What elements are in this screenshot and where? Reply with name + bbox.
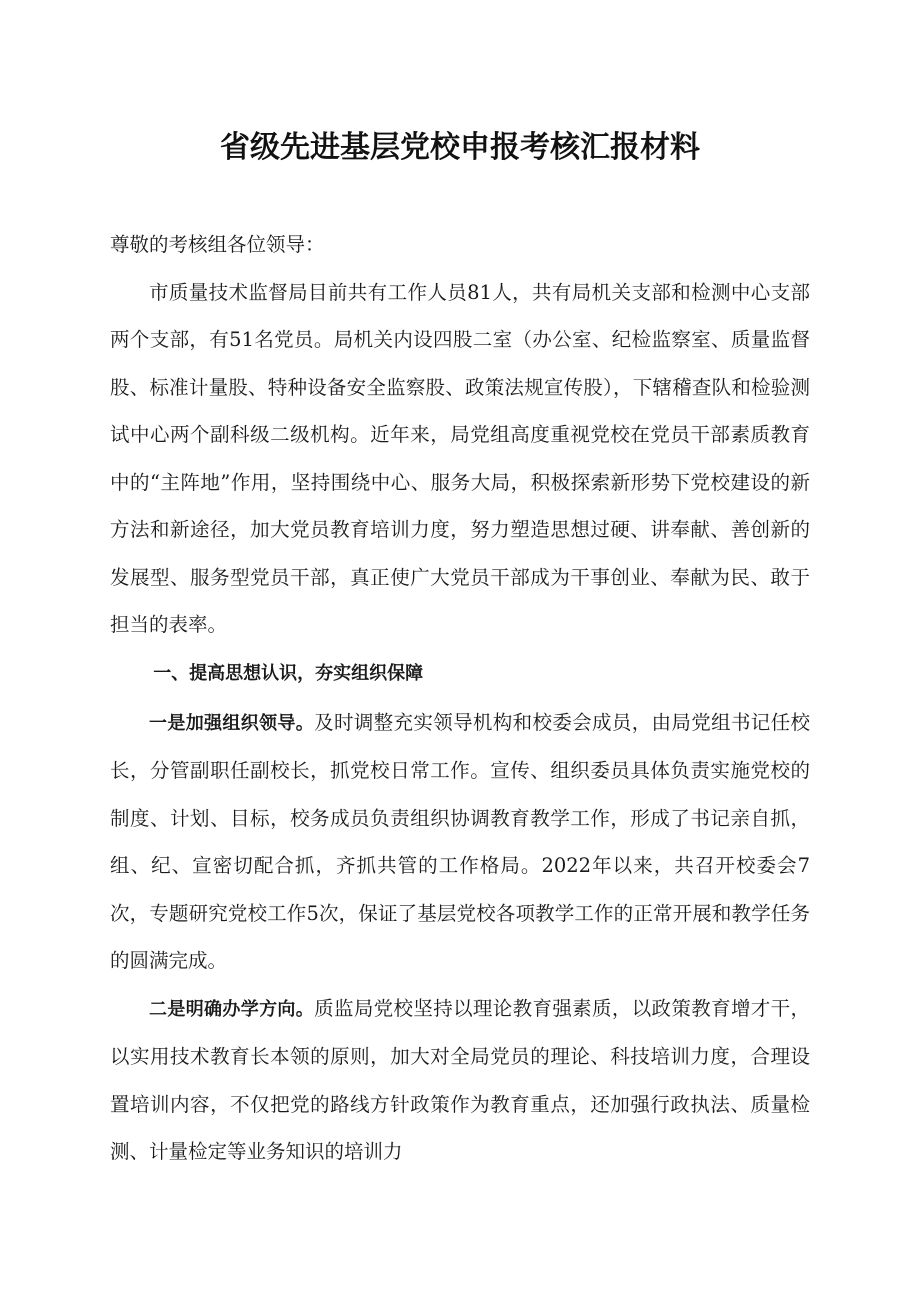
item-text-2: 质监局党校坚持以理论教育强素质，以政策教育增才干，以实用技术教育长本领的原则，加大对全局党员的理论、科技培训力度，合理设置培训内容，不仅把党的路线方针政策作为教育重点，还加强行政执法、质量检测、计量检定等业务知识的培训力 <box>110 996 810 1163</box>
item-text-1: 及时调整充实领导机构和校委会成员，由局党组书记任校长，分管副职任副校长，抓党校日常工作。宣传、组织委员具体负责实施党校的制度、计划、目标，校务成员负责组织协调教育教学工作，形成了书记亲自抓，组、纪、宣密切配合抓，齐抓共管的工作格局。2022年以来，共召开校委会7次，专题研究党校工作5次，保证了基层党校各项教学工作的正常开展和教学任务的圆满完成。 <box>110 710 810 972</box>
intro-paragraph: 市质量技术监督局目前共有工作人员81人，共有局机关支部和检测中心支部两个支部，有51名党员。局机关内设四股二室（办公室、纪检监察室、质量监督股、标准计量股、特种设备安全监察股、政策法规宣传股），下辖稽查队和检验测试中心两个副科级二级机构。近年来，局党组高度重视党校在党员干部素质教育中的“主阵地”作用，坚持围绕中心、服务大局，积极探索新形势下党校建设的新方法和新途径，加大党员教育培训力度，努力塑造思想过硬、讲奉献、善创新的发展型、服务型党员干部，真正使广大党员干部成为干事创业、奉献为民、敢于担当的表率。 <box>110 280 810 636</box>
item-paragraph-1 <box>110 699 810 985</box>
item-lead-1: 一是加强组织领导。 <box>149 712 315 734</box>
section-heading: 一、提高思想认识，夯实组织保障 <box>153 662 424 684</box>
item-paragraph-2 <box>110 985 810 1176</box>
document-title: 省级先进基层党校申报考核汇报材料 <box>220 130 700 165</box>
salutation: 尊敬的考核组各位领导： <box>110 233 325 256</box>
item-lead-2: 二是明确办学方向。 <box>149 998 315 1020</box>
document-body <box>110 221 810 1176</box>
